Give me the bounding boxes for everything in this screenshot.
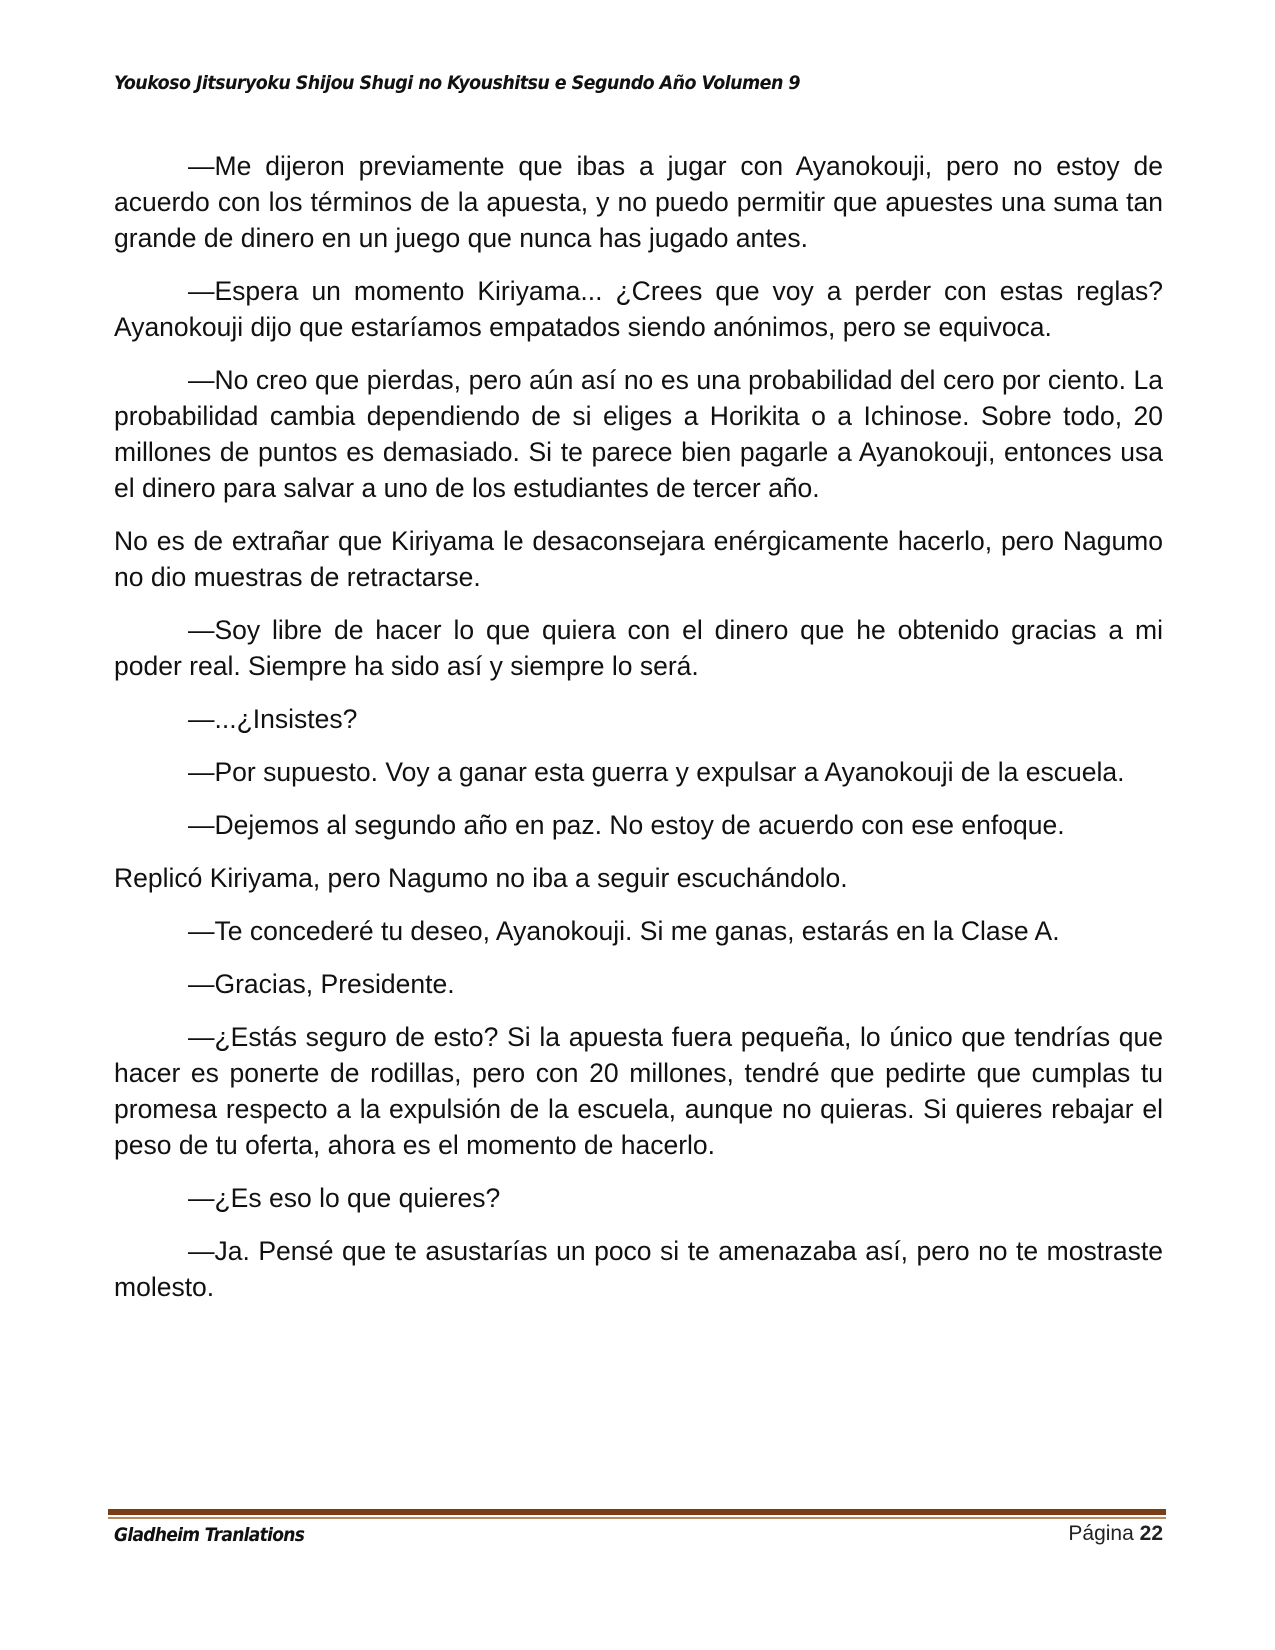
running-header: Youkoso Jitsuryoku Shijou Shugi no Kyoushitsu e Segundo Año Volumen 9	[114, 72, 801, 94]
paragraph: —Ja. Pensé que te asustarías un poco si te amenazaba así, pero no te mostraste molesto.	[114, 1236, 1163, 1302]
footer-rule	[108, 1509, 1166, 1515]
paragraph: —Dejemos al segundo año en paz. No estoy de acuerdo con ese enfoque.	[188, 810, 1065, 840]
paragraph: —...¿Insistes?	[188, 704, 358, 734]
paragraph: —Espera un momento Kiriyama... ¿Crees que voy a perder con estas reglas? Ayanokouji dijo que estaríamos empatados siendo anónimos, pero se equivoca.	[114, 276, 1163, 342]
page-number	[1068, 1522, 1163, 1546]
paragraph: No es de extrañar que Kiriyama le desaconsejara enérgicamente hacerlo, pero Nagumo no dio muestras de retractarse.	[114, 526, 1163, 592]
paragraph: —¿Estás seguro de esto? Si la apuesta fuera pequeña, lo único que tendrías que hacer es ponerte de rodillas, pero con 20 millones, tendré que pedirte que cumplas tu promesa respecto a la expulsión de la escuela, aunque no quieras. Si quieres rebajar el peso de tu oferta, ahora es el momento de hacerlo.	[114, 1022, 1163, 1160]
paragraph: —Te concederé tu deseo, Ayanokouji. Si me ganas, estarás en la Clase A.	[188, 916, 1060, 946]
paragraph: —Me dijeron previamente que ibas a jugar con Ayanokouji, pero no estoy de acuerdo con los términos de la apuesta, y no puedo permitir que apuestes una suma tan grande de dinero en un juego que nunca has jugado antes.	[114, 151, 1163, 253]
paragraph: —¿Es eso lo que quieres?	[188, 1183, 501, 1213]
paragraph: —Por supuesto. Voy a ganar esta guerra y expulsar a Ayanokouji de la escuela.	[188, 757, 1125, 787]
footer-rule-thin	[108, 1517, 1166, 1519]
paragraph: —No creo que pierdas, pero aún así no es una probabilidad del cero por ciento. La probabilidad cambia dependiendo de si eliges a Horikita o a Ichinose. Sobre todo, 20 millones de puntos es demasiado. Si te parece bien pagarle a Ayanokouji, entonces usa el dinero para salvar a uno de los estudiantes de tercer año.	[114, 365, 1163, 503]
page-label: Página	[1068, 1522, 1134, 1545]
paragraph: Replicó Kiriyama, pero Nagumo no iba a seguir escuchándolo.	[114, 863, 848, 893]
body-text	[114, 148, 1163, 1322]
page-number-value: 22	[1139, 1522, 1163, 1545]
paragraph: —Gracias, Presidente.	[188, 969, 455, 999]
publisher-name: Gladheim Tranlations	[114, 1524, 305, 1546]
paragraph: —Soy libre de hacer lo que quiera con el dinero que he obtenido gracias a mi poder real. Siempre ha sido así y siempre lo será.	[114, 615, 1163, 681]
